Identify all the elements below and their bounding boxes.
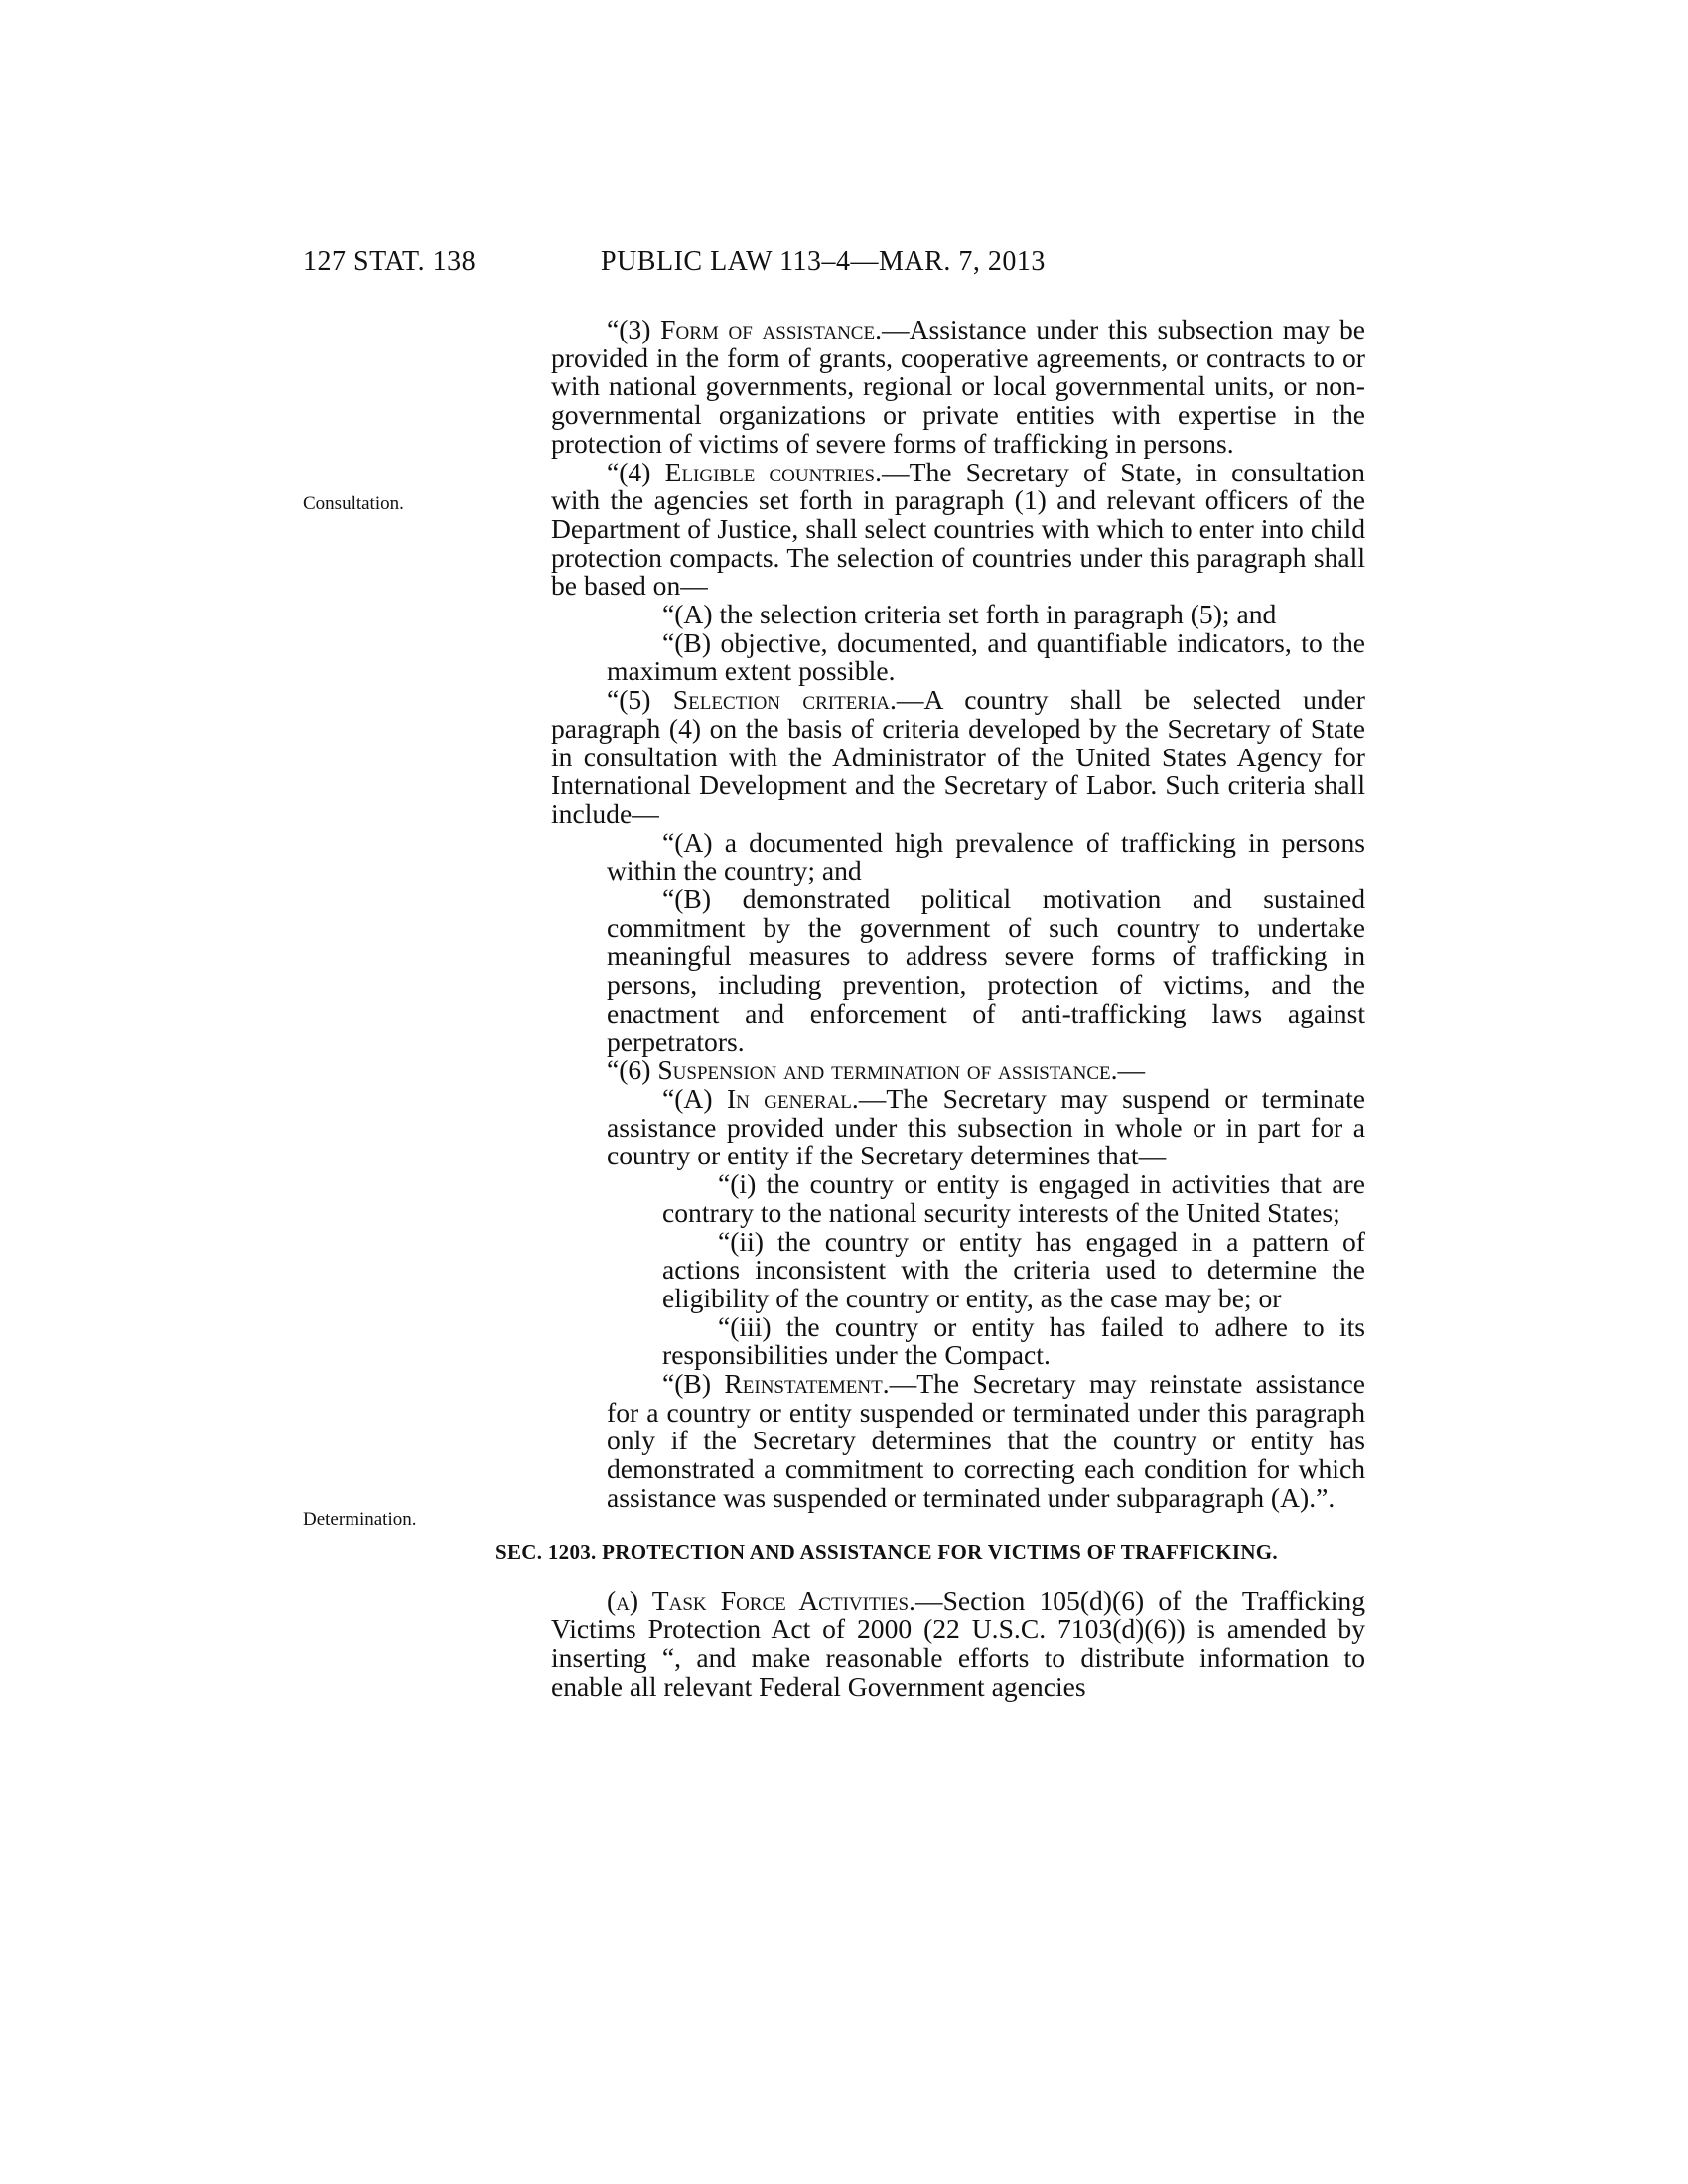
subsection-a [551,1584,1365,1702]
paragraph-6-a [551,1082,1365,1171]
paragraph-5 [551,686,1365,829]
section-heading: SEC. 1203. PROTECTION AND ASSISTANCE FOR VICTIMS OF TRAFFICKING. [495,1539,1278,1564]
paragraph-6-a-iii: “(iii) the country or entity has failed to adhere to its responsibilities under the Compact. [662,1310,1365,1371]
paragraph-4-a: “(A) the selection criteria set forth in paragraph (5); and [662,599,1277,630]
margin-note-determination: Determination. [303,1509,417,1530]
paragraph-4-heading: “(4) Eligible countries. [607,456,883,487]
paragraph-5-a: “(A) a documented high prevalence of trafficking in persons within the country; and [607,826,1365,887]
paragraph-6 [551,1056,1365,1085]
running-header [303,246,1365,286]
paragraph-6-a-heading: “(A) In general. [662,1082,859,1114]
paragraph-6-a-ii: “(ii) the country or entity has engaged in a pattern of actions inconsistent with the criteria used to determine the eligibility of the country or entity, as the case may be; or [662,1225,1365,1313]
paragraph-3-text: —Assistance under this subsection may be provided in the form of grants, cooperative agreements, or contracts to or with national governments, regional or local governmental units, or non-governmental organizations or private entities with expertise in the protection of victims of severe forms of trafficking in persons. [551,314,1365,459]
paragraph-4-b: “(B) objective, documented, and quantifiable indicators, to the maximum extent possible. [607,626,1365,687]
subsection-a-text: —Section 105(d)(6) of the Trafficking Victims Protection Act of 2000 (22 U.S.C. 7103(d)(6)) is amended by inserting “, and make reasonable efforts to distribute information to enable all relevant Federal Government agencies [551,1584,1365,1702]
paragraph-5-b: “(B) demonstrated political motivation and sustained commitment by the government of such country to undertake meaningful measures to address severe forms of trafficking in persons, including prevention, protection of victims, and the enactment and enforcement of anti-trafficking laws against perpetrators. [607,884,1365,1057]
paragraph-5-heading: “(5) Selection criteria. [607,684,897,716]
paragraph-6-b-text: —The Secretary may reinstate assistance for a country or entity suspended or terminated under this paragraph only if the Secretary determines that the country or entity has demonstrated a commitment to correcting each condition for which assistance was suspended or terminated under subparagraph (A).”. [607,1368,1365,1513]
subsection-a-heading: (a) Task Force Activities. [607,1584,915,1616]
stat-reference: 127 STAT. 138 [303,246,477,277]
paragraph-6-tail: — [1117,1054,1146,1086]
paragraph-3-heading: “(3) Form of assistance. [607,314,882,344]
paragraph-6-b-heading: “(B) Reinstatement. [662,1368,890,1400]
page-title: PUBLIC LAW 113–4—MAR. 7, 2013 [601,246,1046,277]
paragraph-6-heading: “(6) Suspension and termination of assistance. [607,1054,1118,1086]
paragraph-6-b [551,1370,1365,1513]
paragraph-4 [551,456,1365,602]
paragraph-6-a-text: —The Secretary may suspend or terminate assistance provided under this subsection in whole or in part for a country or entity if the Secretary determines that— [607,1082,1365,1171]
paragraph-5-text: —A country shall be selected under paragraph (4) on the basis of criteria developed by the Secretary of State in consultation with the Administrator of the United States Agency for International Development and the Secretary of Labor. Such criteria shall include— [551,684,1365,829]
paragraph-3 [551,316,1365,459]
margin-note-consultation: Consultation. [303,493,404,514]
paragraph-4-text: —The Secretary of State, in consultation with the agencies set forth in paragraph (1) and relevant officers of the Department of Justice, shall select countries with which to enter into child protection compacts. The selection of countries under this paragraph shall be based on— [551,456,1365,602]
document-body [495,314,1365,1702]
paragraph-6-a-i: “(i) the country or entity is engaged in activities that are contrary to the national security interests of the United States; [662,1168,1365,1228]
